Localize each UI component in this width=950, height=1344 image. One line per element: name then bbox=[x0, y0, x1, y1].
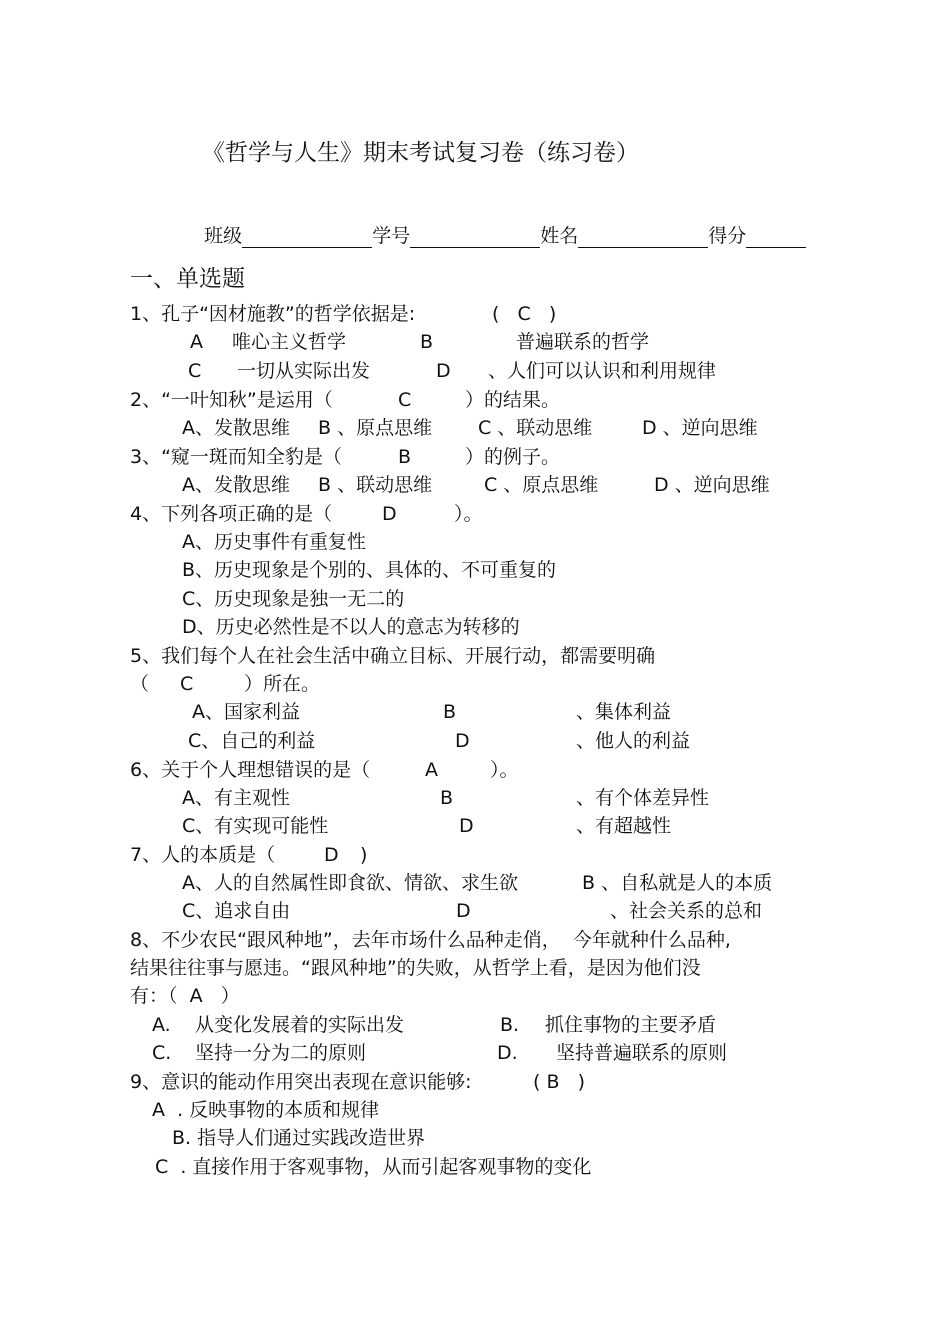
q8-option-b-letter: B. bbox=[500, 1014, 520, 1036]
q7-option-d: 、社会关系的总和 bbox=[610, 900, 763, 922]
q7-option-a: A、人的自然属性即食欲、情欲、求生欲 bbox=[182, 872, 518, 894]
q6-option-b: 、有个体差异性 bbox=[576, 787, 710, 809]
q4-stem-end: ）。 bbox=[454, 503, 483, 525]
q6-option-d: 、有超越性 bbox=[576, 815, 672, 837]
q1-option-b-letter: B bbox=[420, 331, 434, 353]
q9-option-a: A . 反映事物的本质和规律 bbox=[152, 1099, 380, 1121]
q3-option-d: D 、逆向思维 bbox=[654, 474, 770, 496]
q5-open-paren: （ bbox=[130, 673, 150, 695]
q5-option-d-letter: D bbox=[455, 730, 470, 752]
id-label: 学号 bbox=[372, 225, 411, 247]
q7-option-c: C、追求自由 bbox=[182, 900, 291, 922]
score-blank[interactable] bbox=[746, 227, 806, 248]
q7-stem-end: ) bbox=[360, 844, 368, 866]
class-blank[interactable] bbox=[242, 227, 372, 248]
name-label: 姓名 bbox=[540, 225, 579, 247]
q2-option-d: D 、逆向思维 bbox=[642, 417, 758, 439]
score-label: 得分 bbox=[708, 225, 747, 247]
q6-stem: 6、关于个人理想错误的是（ bbox=[130, 759, 371, 781]
q7-stem: 7、人的本质是（ bbox=[130, 844, 276, 866]
q7-option-b: B 、自私就是人的本质 bbox=[582, 872, 773, 894]
q8-stem-line2: 结果往往事与愿违。“跟风种地”的失败，从哲学上看，是因为他们没 bbox=[130, 957, 701, 979]
q7-answer: D bbox=[324, 844, 339, 866]
q8-option-c-letter: C. bbox=[152, 1042, 172, 1064]
q6-answer: A bbox=[425, 759, 438, 781]
q5-stem: 5、我们每个人在社会生活中确立目标、开展行动，都需要明确 bbox=[130, 645, 656, 667]
q6-stem-end: ）。 bbox=[490, 759, 519, 781]
q1-option-c: 一切从实际出发 bbox=[237, 360, 371, 382]
q9-answer: ( B ) bbox=[533, 1071, 586, 1093]
q9-option-c: C . 直接作用于客观事物，从而引起客观事物的变化 bbox=[155, 1156, 592, 1178]
q9-stem: 9、意识的能动作用突出表现在意识能够: bbox=[130, 1071, 472, 1093]
q8-option-a: 从变化发展着的实际出发 bbox=[195, 1014, 405, 1036]
q8-option-a-letter: A. bbox=[152, 1014, 171, 1036]
q1-option-c-letter: C bbox=[188, 360, 202, 382]
q4-answer: D bbox=[382, 503, 397, 525]
q7-option-d-letter: D bbox=[456, 900, 471, 922]
q3-option-c: C 、原点思维 bbox=[484, 474, 599, 496]
q3-stem: 3、“窥一斑而知全豹是（ bbox=[130, 446, 342, 468]
q2-answer: C bbox=[398, 389, 412, 411]
q1-option-a-letter: A bbox=[190, 331, 203, 353]
q3-stem-end: ）的例子。 bbox=[465, 446, 561, 468]
q9-option-b: B. 指导人们通过实践改造世界 bbox=[172, 1127, 426, 1149]
q8-option-c: 坚持一分为二的原则 bbox=[195, 1042, 367, 1064]
q5-option-b: 、集体利益 bbox=[576, 701, 672, 723]
q6-option-b-letter: B bbox=[440, 787, 454, 809]
q1-stem: 1、孔子“因材施教”的哲学依据是: bbox=[130, 303, 416, 325]
q5-option-a: A、国家利益 bbox=[192, 701, 300, 723]
q3-option-a: A、发散思维 bbox=[182, 474, 290, 496]
q1-option-d: 、人们可以认识和利用规律 bbox=[488, 360, 717, 382]
q6-option-a: A、有主观性 bbox=[182, 787, 290, 809]
q1-option-d-letter: D bbox=[436, 360, 451, 382]
q3-option-b: B 、联动思维 bbox=[318, 474, 433, 496]
q2-option-b: B 、原点思维 bbox=[318, 417, 433, 439]
q5-option-c: C、自己的利益 bbox=[188, 730, 316, 752]
info-line bbox=[180, 200, 806, 272]
q5-option-b-letter: B bbox=[443, 701, 457, 723]
q5-option-d: 、他人的利益 bbox=[576, 730, 691, 752]
q8-stem-line3: 有：（ A ） bbox=[130, 985, 240, 1007]
id-blank[interactable] bbox=[410, 227, 540, 248]
q8-stem-line1: 8、不少农民“跟风种地”，去年市场什么品种走俏， 今年就种什么品种, bbox=[130, 929, 731, 951]
q4-option-d: D、历史必然性是不以人的意志为转移的 bbox=[182, 616, 520, 638]
q8-option-d-letter: D. bbox=[497, 1042, 518, 1064]
q4-option-c: C、历史现象是独一无二的 bbox=[182, 588, 405, 610]
q4-option-b: B、历史现象是个别的、具体的、不可重复的 bbox=[182, 559, 557, 581]
q4-option-a: A、历史事件有重复性 bbox=[182, 531, 366, 553]
q1-option-a: 唯心主义哲学 bbox=[232, 331, 347, 353]
q2-stem-end: ）的结果。 bbox=[465, 389, 561, 411]
q4-stem: 4、下列各项正确的是（ bbox=[130, 503, 333, 525]
q3-answer: B bbox=[398, 446, 412, 468]
q2-stem: 2、“一叶知秋”是运用（ bbox=[130, 389, 333, 411]
q8-option-b: 抓住事物的主要矛盾 bbox=[545, 1014, 717, 1036]
q2-option-c: C 、联动思维 bbox=[478, 417, 593, 439]
q1-option-b: 普遍联系的哲学 bbox=[516, 331, 650, 353]
q6-option-c: C、有实现可能性 bbox=[182, 815, 329, 837]
q5-answer: C bbox=[180, 673, 194, 695]
class-label: 班级 bbox=[204, 225, 243, 247]
q8-option-d: 坚持普遍联系的原则 bbox=[556, 1042, 728, 1064]
q2-option-a: A、发散思维 bbox=[182, 417, 290, 439]
q6-option-d-letter: D bbox=[459, 815, 474, 837]
name-blank[interactable] bbox=[578, 227, 708, 248]
q1-answer: ( C ) bbox=[492, 303, 557, 325]
exam-title: 《哲学与人生》期末考试复习卷（练习卷） bbox=[202, 140, 639, 166]
section-heading: 一、单选题 bbox=[130, 266, 245, 292]
q5-stem-end: ）所在。 bbox=[244, 673, 321, 695]
